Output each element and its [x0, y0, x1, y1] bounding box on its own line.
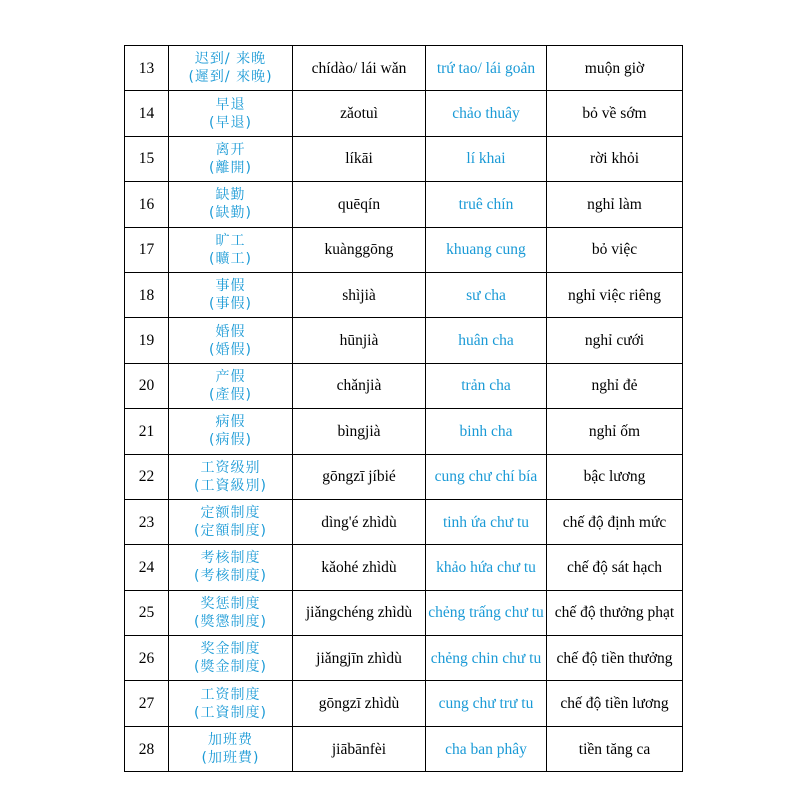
traditional-chinese: (獎金制度)	[194, 659, 267, 676]
vietnamese-reading: cung chư chí bía	[426, 454, 547, 499]
vietnamese-reading: khảo hứa chư tu	[426, 545, 547, 590]
table-row	[125, 136, 683, 181]
vietnamese-reading: chẻng trấng chư tu	[426, 590, 547, 635]
simplified-chinese: 旷工	[215, 232, 246, 249]
chinese-term-cell	[169, 681, 293, 726]
row-number: 20	[125, 363, 169, 408]
table-row	[125, 409, 683, 454]
vietnamese-reading: chảo thuây	[426, 91, 547, 136]
chinese-term-cell	[169, 46, 293, 91]
row-number: 24	[125, 545, 169, 590]
vietnamese-reading: cha ban phây	[426, 726, 547, 771]
traditional-chinese: (產假)	[209, 386, 252, 403]
traditional-chinese: (工資制度)	[194, 704, 267, 721]
row-number: 17	[125, 227, 169, 272]
vietnamese-meaning: chế độ định mức	[547, 499, 683, 544]
vietnamese-meaning: nghỉ đẻ	[547, 363, 683, 408]
traditional-chinese: (病假)	[209, 432, 252, 449]
traditional-chinese: (定額制度)	[194, 523, 267, 540]
simplified-chinese: 离开	[215, 141, 246, 158]
simplified-chinese: 缺勤	[215, 187, 246, 204]
pinyin: jiābānfèi	[293, 726, 426, 771]
vietnamese-reading: cung chư trư tu	[426, 681, 547, 726]
pinyin: chídào/ lái wǎn	[293, 46, 426, 91]
traditional-chinese: (事假)	[209, 296, 252, 313]
simplified-chinese: 工资级别	[200, 459, 261, 476]
row-number: 14	[125, 91, 169, 136]
traditional-chinese: (曠工)	[209, 250, 252, 267]
table-row	[125, 545, 683, 590]
simplified-chinese: 考核制度	[200, 550, 261, 567]
traditional-chinese: (早退)	[209, 114, 252, 131]
table-row	[125, 363, 683, 408]
chinese-term-cell	[169, 227, 293, 272]
vietnamese-reading: trản cha	[426, 363, 547, 408]
pinyin: gōngzī jíbié	[293, 454, 426, 499]
simplified-chinese: 定额制度	[200, 505, 261, 522]
table-row	[125, 272, 683, 317]
row-number: 26	[125, 636, 169, 681]
vietnamese-reading: chẻng chin chư tu	[426, 636, 547, 681]
table-row	[125, 499, 683, 544]
vietnamese-reading: huân cha	[426, 318, 547, 363]
row-number: 25	[125, 590, 169, 635]
vocabulary-table	[124, 45, 683, 772]
pinyin: kuànggōng	[293, 227, 426, 272]
chinese-term-cell	[169, 91, 293, 136]
row-number: 13	[125, 46, 169, 91]
simplified-chinese: 病假	[215, 414, 246, 431]
simplified-chinese: 奖惩制度	[200, 595, 261, 612]
simplified-chinese: 事假	[215, 278, 246, 295]
vietnamese-reading: truê chín	[426, 182, 547, 227]
vietnamese-meaning: chế độ tiền lương	[547, 681, 683, 726]
vietnamese-reading: tinh ứa chư tu	[426, 499, 547, 544]
pinyin: zǎotuì	[293, 91, 426, 136]
pinyin: quēqín	[293, 182, 426, 227]
vietnamese-meaning: bỏ việc	[547, 227, 683, 272]
traditional-chinese: (離開)	[209, 159, 252, 176]
chinese-term-cell	[169, 545, 293, 590]
pinyin: líkāi	[293, 136, 426, 181]
pinyin: shìjià	[293, 272, 426, 317]
vietnamese-meaning: tiền tăng ca	[547, 726, 683, 771]
simplified-chinese: 迟到/ 来晚	[194, 51, 267, 68]
row-number: 15	[125, 136, 169, 181]
table-row	[125, 726, 683, 771]
row-number: 16	[125, 182, 169, 227]
traditional-chinese: (獎懲制度)	[194, 613, 267, 630]
pinyin: kǎohé zhìdù	[293, 545, 426, 590]
vietnamese-meaning: nghỉ cưới	[547, 318, 683, 363]
chinese-term-cell	[169, 499, 293, 544]
chinese-term-cell	[169, 272, 293, 317]
row-number: 28	[125, 726, 169, 771]
vietnamese-meaning: muộn giờ	[547, 46, 683, 91]
chinese-term-cell	[169, 409, 293, 454]
table-row	[125, 636, 683, 681]
vietnamese-meaning: rời khỏi	[547, 136, 683, 181]
simplified-chinese: 奖金制度	[200, 641, 261, 658]
chinese-term-cell	[169, 636, 293, 681]
chinese-term-cell	[169, 363, 293, 408]
chinese-term-cell	[169, 454, 293, 499]
table-row	[125, 590, 683, 635]
pinyin: jiǎngchéng zhìdù	[293, 590, 426, 635]
simplified-chinese: 加班费	[208, 732, 253, 749]
table-row	[125, 681, 683, 726]
pinyin: jiǎngjīn zhìdù	[293, 636, 426, 681]
table-row	[125, 46, 683, 91]
simplified-chinese: 产假	[215, 368, 246, 385]
traditional-chinese: (婚假)	[209, 341, 252, 358]
row-number: 18	[125, 272, 169, 317]
chinese-term-cell	[169, 726, 293, 771]
pinyin: hūnjià	[293, 318, 426, 363]
simplified-chinese: 婚假	[215, 323, 246, 340]
row-number: 23	[125, 499, 169, 544]
vietnamese-reading: sư cha	[426, 272, 547, 317]
table-row	[125, 182, 683, 227]
table-row	[125, 454, 683, 499]
pinyin: chǎnjià	[293, 363, 426, 408]
vietnamese-meaning: nghỉ việc riêng	[547, 272, 683, 317]
chinese-term-cell	[169, 318, 293, 363]
vietnamese-reading: khuang cung	[426, 227, 547, 272]
table-row	[125, 227, 683, 272]
row-number: 22	[125, 454, 169, 499]
traditional-chinese: (考核制度)	[194, 568, 267, 585]
vietnamese-reading: trứ tao/ lái goản	[426, 46, 547, 91]
vietnamese-meaning: chế độ tiền thưởng	[547, 636, 683, 681]
vietnamese-meaning: bỏ về sớm	[547, 91, 683, 136]
chinese-term-cell	[169, 136, 293, 181]
chinese-term-cell	[169, 590, 293, 635]
row-number: 19	[125, 318, 169, 363]
vietnamese-reading: lí khai	[426, 136, 547, 181]
simplified-chinese: 早退	[215, 96, 246, 113]
traditional-chinese: (加班費)	[201, 750, 260, 767]
vietnamese-meaning: nghỉ ốm	[547, 409, 683, 454]
vietnamese-meaning: chế độ thưởng phạt	[547, 590, 683, 635]
pinyin: gōngzī zhìdù	[293, 681, 426, 726]
traditional-chinese: (遲到/ 來晚)	[188, 69, 273, 86]
table-row	[125, 318, 683, 363]
vietnamese-meaning: bậc lương	[547, 454, 683, 499]
vietnamese-reading: binh cha	[426, 409, 547, 454]
vietnamese-meaning: nghỉ làm	[547, 182, 683, 227]
row-number: 21	[125, 409, 169, 454]
chinese-term-cell	[169, 182, 293, 227]
simplified-chinese: 工资制度	[200, 686, 261, 703]
row-number: 27	[125, 681, 169, 726]
traditional-chinese: (工資級別)	[194, 477, 267, 494]
vietnamese-meaning: chế độ sát hạch	[547, 545, 683, 590]
pinyin: bìngjià	[293, 409, 426, 454]
pinyin: dìng'é zhìdù	[293, 499, 426, 544]
traditional-chinese: (缺勤)	[209, 205, 252, 222]
table-row	[125, 91, 683, 136]
